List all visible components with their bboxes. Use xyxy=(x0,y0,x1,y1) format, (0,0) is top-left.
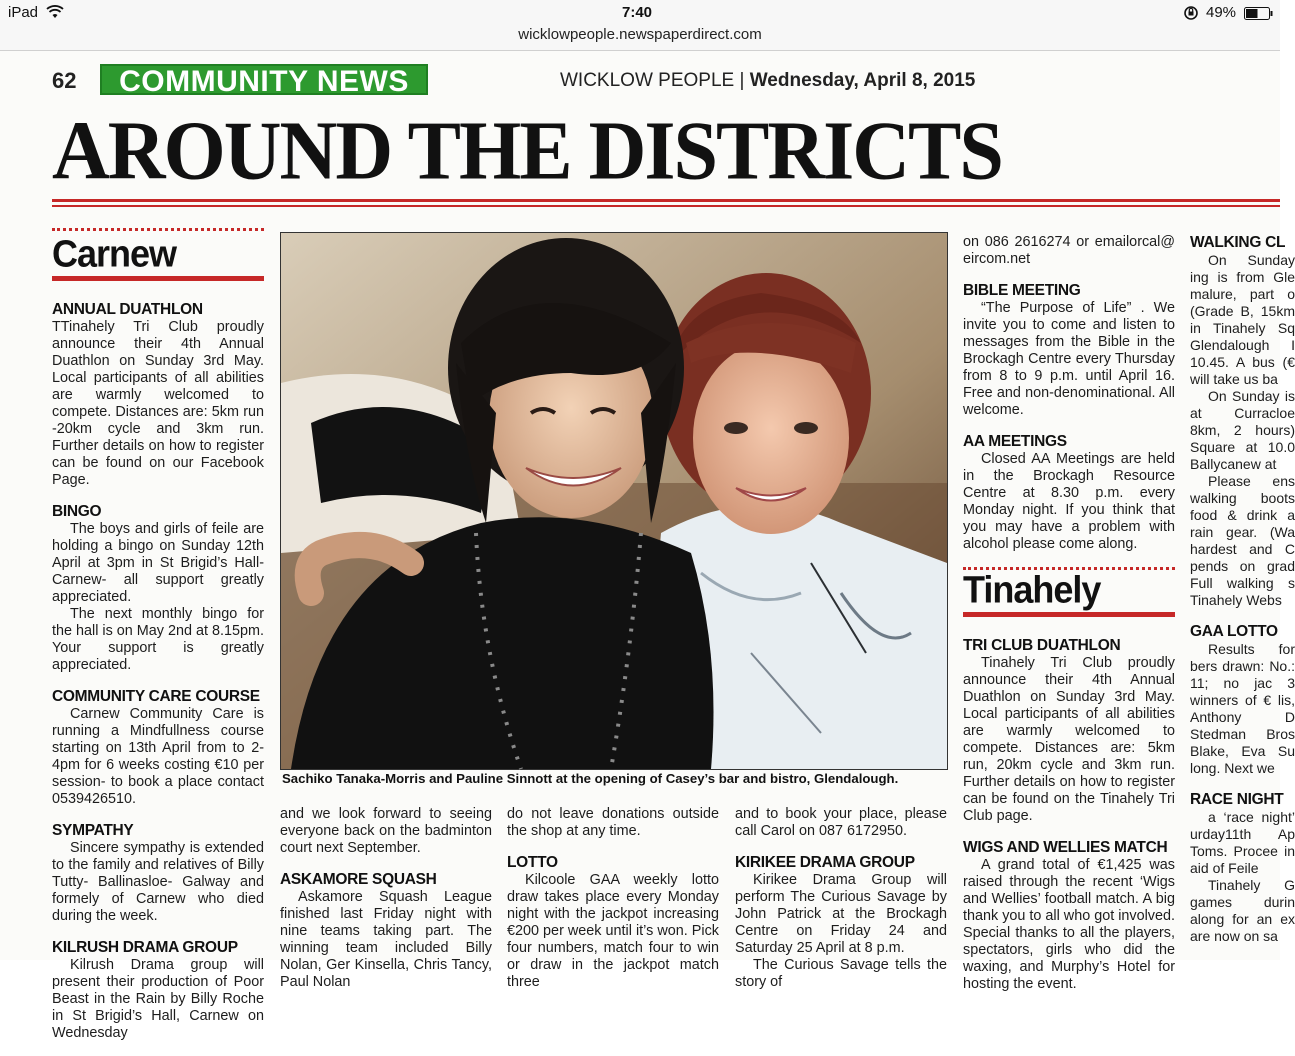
article-heading: ANNUAL DUATHLON xyxy=(52,301,203,318)
article-body: do not leave donations outside the shop at any time. xyxy=(507,806,719,839)
article-body: on 086 2616274 or emailorcal@ eircom.net xyxy=(963,234,1175,267)
article-body: TTinahely Tri Club proudly announce their 4th Annual Duathlon on Sunday 3rd May. Local participants of all abilities are warmly welcomed to compete. Distances are: 5km run -20km cycle and 3km run. Further details on how to register can be found on our Facebook Page. xyxy=(52,319,264,488)
article-body: Kilcoole GAA weekly lotto draw takes place every Monday night with the jackpot increasing €200 per week until it’s won. Pick four numbers, match four to win or draw in the jackpot match three xyxy=(507,872,719,990)
page-number: 62 xyxy=(52,68,77,93)
article-heading: AA MEETINGS xyxy=(963,433,1067,450)
article-body: On Sunday ing is from Gle malure, part o (Grade B, 15km in Tinahely Sq Glendalough I 10.45. A bus (€ will take us ba xyxy=(1190,252,1295,387)
news-photo xyxy=(280,232,948,770)
article-heading: WIGS AND WELLIES MATCH xyxy=(963,839,1168,856)
far-right-column xyxy=(1190,234,1295,959)
rotation-lock-icon xyxy=(1183,5,1199,25)
article-body: Closed AA Meetings are held in the Brockagh Resource Centre at 8.30 p.m. every Monday night. If you think that you may have a problem with alcohol please come along. xyxy=(963,451,1175,552)
carnew-underline xyxy=(52,276,264,281)
article-heading: SYMPATHY xyxy=(52,822,134,839)
battery-percent: 49% xyxy=(1206,4,1237,21)
article-body: Please ens walking boots food & drink a rain gear. (Wa hardest and C pends on grad Full walking s Tinahely Webs xyxy=(1190,473,1295,608)
photo-illustration xyxy=(281,233,947,769)
carnew-column xyxy=(52,301,264,1056)
photo-caption: Sachiko Tanaka-Morris and Pauline Sinnott at the opening of Casey’s bar and bistro, Glendalough. xyxy=(282,771,899,786)
status-bar xyxy=(0,0,1280,26)
article-heading: ASKAMORE SQUASH xyxy=(280,871,437,888)
device-label: iPad xyxy=(8,4,39,21)
header-rule-top xyxy=(52,199,1280,202)
publication-date: Wednesday, April 8, 2015 xyxy=(749,70,976,91)
section-label: COMMUNITY NEWS xyxy=(100,64,428,95)
article-body: The next monthly bingo for the hall is on May 2nd at 8.15pm. Your support is greatly appreciated. xyxy=(52,606,264,673)
article-heading: BIBLE MEETING xyxy=(963,282,1081,299)
article-heading: KILRUSH DRAMA GROUP xyxy=(52,939,238,956)
address-bar[interactable] xyxy=(0,26,1280,51)
url-text[interactable]: wicklowpeople.newspaperdirect.com xyxy=(518,26,762,43)
wifi-icon xyxy=(46,5,64,23)
article-body: Tinahely G games durin along for an ex are now on sa xyxy=(1190,877,1295,944)
article-body: Tinahely Tri Club proudly announce their 4th Annual Duathlon on Sunday 3rd May. Local participants of all abilities are warmly welcomed to compete. Distances are: 5km run, 20km cycle and 3km run. Further details on how to register can be found on the Tinahely Tri Club page. xyxy=(963,655,1175,824)
article-body: The boys and girls of feile are holding a bingo on Sunday 12th April at 3pm in St Brigid’s Hall- Carnew- all support greatly appreciated. xyxy=(52,521,264,605)
carnew-dotted-rule xyxy=(52,228,264,231)
article-body: “The Purpose of Life” . We invite you to come and listen to messages from the Bible in the Brockagh Centre every Thursday from 8 to 9 p.m. until April 16. Free and non-denominational. All welcome. xyxy=(963,300,1175,418)
header-rule-bottom xyxy=(52,205,1280,207)
tinahely-column xyxy=(963,637,1175,1007)
article-heading: COMMUNITY CARE COURSE xyxy=(52,688,260,705)
article-body: The Curious Savage tells the story of xyxy=(735,957,947,990)
publication-name: WICKLOW PEOPLE xyxy=(560,70,735,91)
article-body: Carnew Community Care is running a Mindfullness course starting on 13th April from to 2- 4pm for 6 weeks costing €10 per session- to book a place contact 0539426510. xyxy=(52,706,264,807)
article-body: A grand total of €1,425 was raised through the recent ‘Wigs and Wellies’ football match. A big thank you to all who got involved. Special thanks to all the players, spectators, girls who did the waxing, and Murphy’s Hotel for hosting the event. xyxy=(963,857,1175,992)
article-body: Askamore Squash League finished last Friday night with nine teams taking part. The winning team included Billy Nolan, Ger Kinsella, Chris Tancy, Paul Nolan xyxy=(280,889,492,990)
battery-icon xyxy=(1244,7,1274,24)
article-heading: BINGO xyxy=(52,503,102,520)
article-heading: RACE NIGHT xyxy=(1190,791,1284,808)
drama-column xyxy=(735,806,947,1005)
separator: | xyxy=(739,70,745,91)
section-title-carnew: Carnew xyxy=(52,232,177,276)
article-body: a ‘race night’ urday11th Ap Toms. Procee in aid of Feile xyxy=(1190,809,1295,876)
right-column xyxy=(963,234,1175,567)
page-headline: AROUND THE DISTRICTS xyxy=(52,105,1002,198)
far-right-column-clip xyxy=(1190,234,1295,960)
article-heading: LOTTO xyxy=(507,854,558,871)
section-title-tinahely: Tinahely xyxy=(963,568,1101,612)
article-body: Results for bers drawn: No.: 11; no jac 3 winners of € lis, Anthony D Stedman Bros Blake, Eva Su long. Next we xyxy=(1190,641,1295,776)
tinahely-underline xyxy=(963,612,1175,617)
clock: 7:40 xyxy=(622,4,653,21)
publication-line xyxy=(560,70,975,92)
article-body: Kirikee Drama Group will perform The Curious Savage by John Patrick at the Brockagh Centre on Friday 24 and Saturday 25 April at 8 p.m. xyxy=(735,872,947,956)
article-body: On Sunday is at Curracloe 8km, 2 hours) Square at 10.0 Ballycanew at xyxy=(1190,388,1295,472)
badminton-column xyxy=(280,806,492,1005)
article-body: Sincere sympathy is extended to the family and relatives of Billy Tutty- Ballinasloe- Galway and formely of Carnew who died during the week. xyxy=(52,840,264,924)
article-heading: WALKING CL xyxy=(1190,234,1286,251)
article-heading: GAA LOTTO xyxy=(1190,623,1278,640)
article-heading: KIRIKEE DRAMA GROUP xyxy=(735,854,915,871)
lotto-column xyxy=(507,806,719,1005)
article-body: and to book your place, please call Carol on 087 6172950. xyxy=(735,806,947,839)
article-heading: TRI CLUB DUATHLON xyxy=(963,637,1121,654)
article-body: and we look forward to seeing everyone back on the badminton court next September. xyxy=(280,806,492,856)
article-body: Kilrush Drama group will present their production of Poor Beast in the Rain by Billy Roche in St Brigid’s Hall, Carnew on Wednesday xyxy=(52,957,264,1041)
